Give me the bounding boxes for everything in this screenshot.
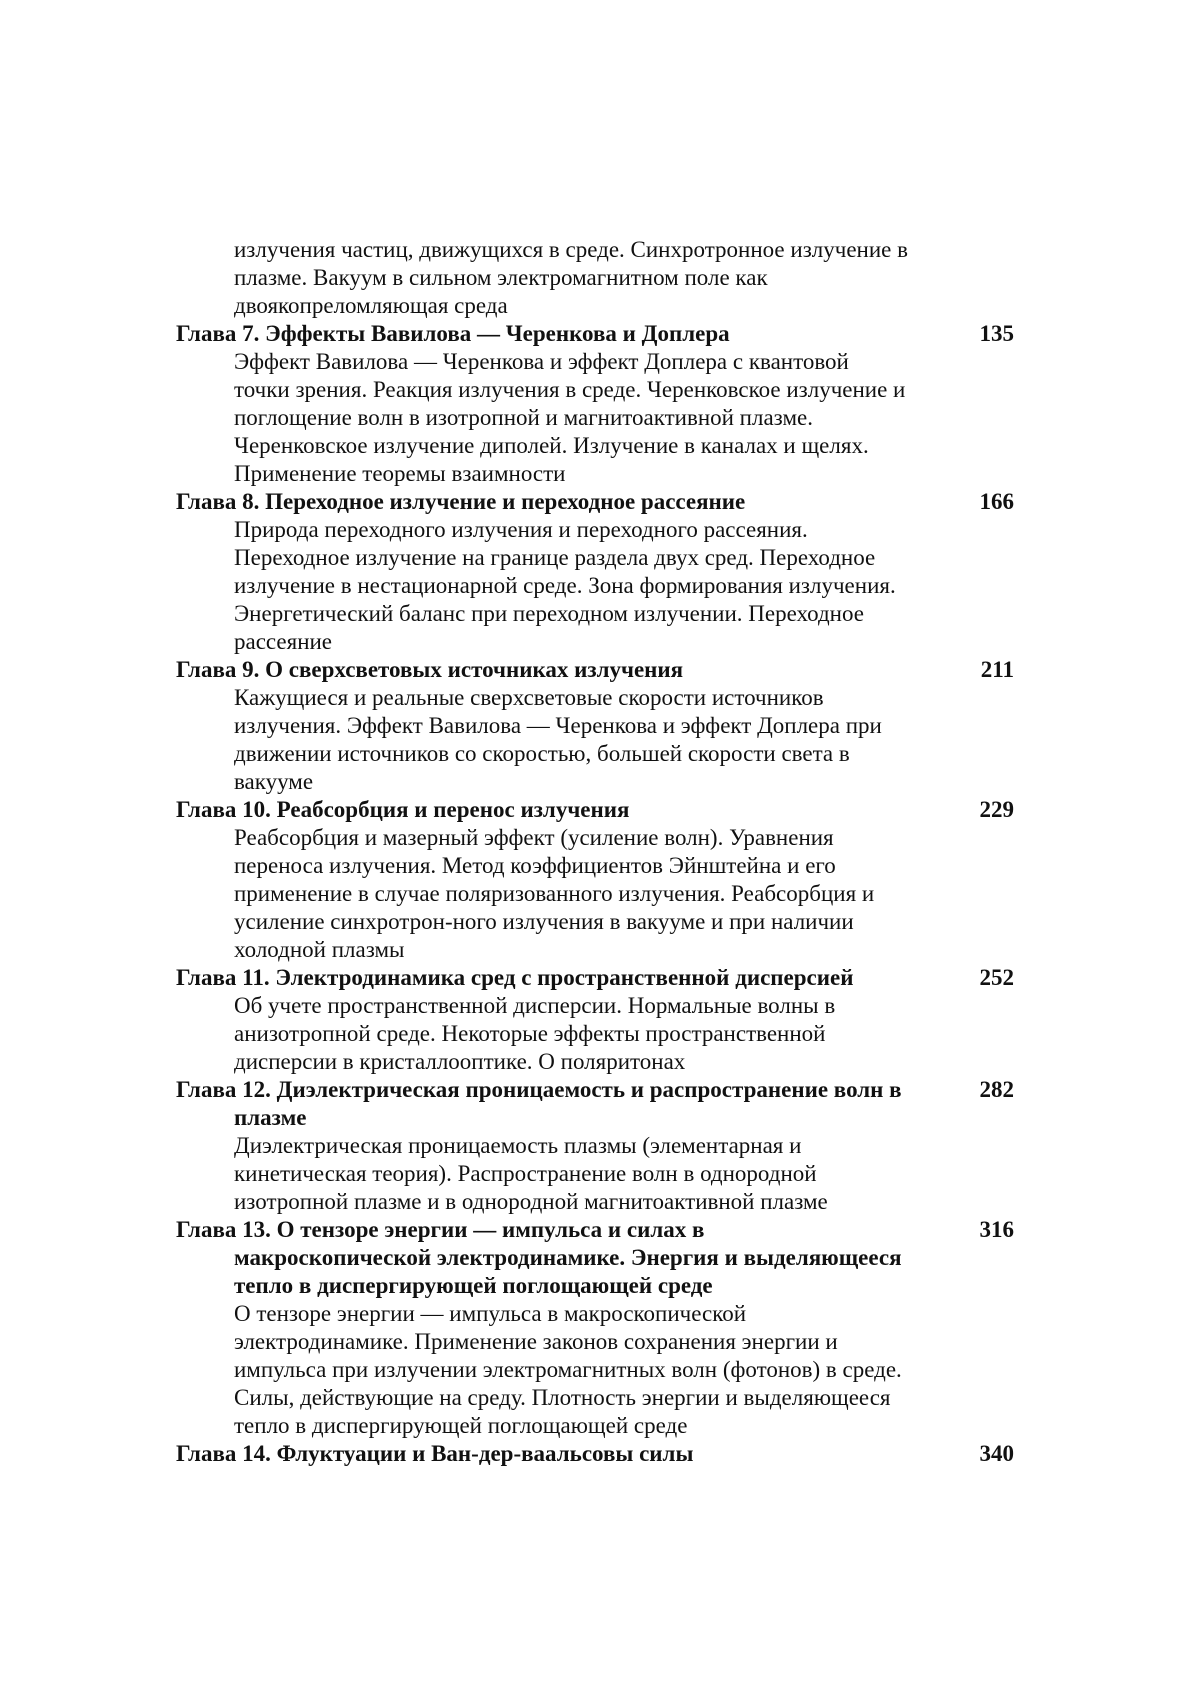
chapter-page-number: 282	[979, 1077, 1014, 1102]
table-of-contents	[176, 236, 1026, 1468]
toc-entry-chapter-11	[176, 964, 1026, 1076]
chapter-title: Глава 13. О тензоре энергии — импульса и силах в макроскопической электродинамике. Энергия и выделяющееся тепло в диспергирующей поглощающей среде	[176, 1217, 902, 1298]
chapter-page-number: 135	[979, 321, 1014, 346]
continued-description	[234, 236, 954, 320]
chapter-title: Глава 14. Флуктуации и Ван-дер-ваальсовы силы	[176, 1441, 694, 1466]
chapter-page-number: 316	[979, 1217, 1014, 1242]
chapter-description: Кажущиеся и реальные сверхсветовые скорости источников излучения. Эффект Вавилова — Черенкова и эффект Доплера при движении источников со скоростью, большей скорости света в вакууме	[234, 685, 882, 794]
description-line: двоякопреломляющая среда	[234, 293, 508, 318]
chapter-title: Глава 9. О сверхсветовых источниках излучения	[176, 657, 684, 682]
toc-entry-chapter-10	[176, 796, 1026, 964]
chapter-description: Эффект Вавилова — Черенкова и эффект Доплера с квантовой точки зрения. Реакция излучения в среде. Черенковское излучение и поглощение волн в изотропной и магнитоактивной плазме. Черенковское излучение диполей. Излучение в каналах и щелях. Применение теоремы взаимности	[234, 349, 906, 486]
chapter-description: Диэлектрическая проницаемость плазмы (элементарная и кинетическая теория). Распространение волн в однородной изотропной плазме и в однородной магнитоактивной плазме	[234, 1133, 828, 1214]
chapter-title: Глава 11. Электродинамика сред с пространственной дисперсией	[176, 965, 854, 990]
chapter-title: Глава 7. Эффекты Вавилова — Черенкова и Доплера	[176, 321, 730, 346]
chapter-page-number: 340	[979, 1441, 1014, 1466]
chapter-page-number: 211	[980, 657, 1014, 682]
toc-entry-chapter-14	[176, 1440, 1026, 1468]
chapter-description: Природа переходного излучения и переходного рассеяния. Переходное излучение на границе раздела двух сред. Переходное излучение в нестационарной среде. Зона формирования излучения. Энергетический баланс при переходном излучении. Переходное рассеяние	[234, 517, 896, 654]
toc-entry-chapter-7	[176, 320, 1026, 488]
description-line: излучения частиц, движущихся в среде. Синхротронное излучение в	[234, 237, 908, 262]
chapter-title: Глава 12. Диэлектрическая проницаемость и распространение волн в плазме	[176, 1077, 902, 1130]
toc-entry-chapter-12	[176, 1076, 1026, 1216]
chapter-title: Глава 10. Реабсорбция и перенос излучения	[176, 797, 630, 822]
toc-entry-chapter-9	[176, 656, 1026, 796]
chapter-page-number: 252	[979, 965, 1014, 990]
chapter-description: О тензоре энергии — импульса в макроскопической электродинамике. Применение законов сохранения энергии и импульса при излучении электромагнитных волн (фотонов) в среде. Силы, действующие на среду. Плотность энергии и выделяющееся тепло в диспергирующей поглощающей среде	[234, 1301, 902, 1438]
chapter-title: Глава 8. Переходное излучение и переходное рассеяние	[176, 489, 746, 514]
toc-entry-chapter-8	[176, 488, 1026, 656]
chapter-page-number: 166	[979, 489, 1014, 514]
chapter-page-number: 229	[979, 797, 1014, 822]
toc-entry-chapter-13	[176, 1216, 1026, 1440]
description-line: плазме. Вакуум в сильном электромагнитном поле как	[234, 265, 768, 290]
chapter-description: Реабсорбция и мазерный эффект (усиление волн). Уравнения переноса излучения. Метод коэффициентов Эйнштейна и его применение в случае поляризованного излучения. Реабсорбция и усиление синхротрон-ного излучения в вакууме и при наличии холодной плазмы	[234, 825, 875, 962]
chapter-description: Об учете пространственной дисперсии. Нормальные волны в анизотропной среде. Некоторые эффекты пространственной дисперсии в кристаллооптике. О поляритонах	[234, 993, 836, 1074]
